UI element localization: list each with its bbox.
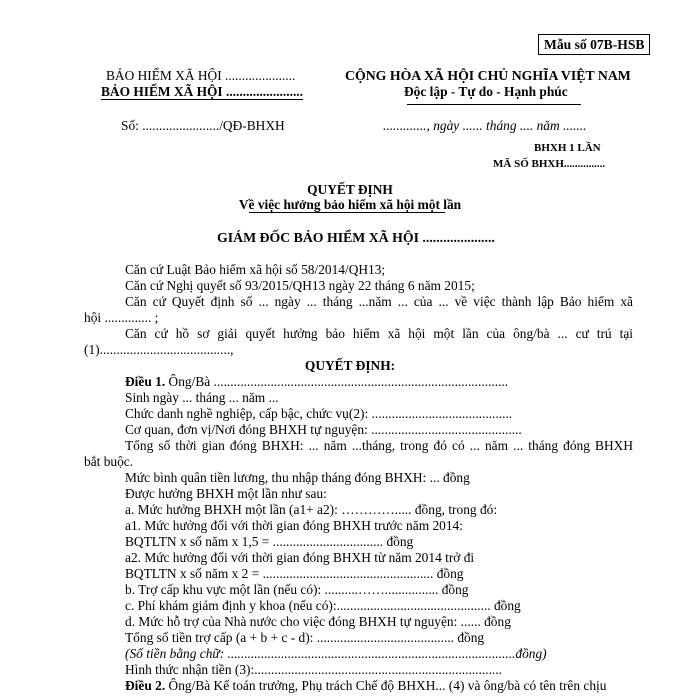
basis-line: Căn cứ Nghị quyết số 93/2015/QH13 ngày 22 tháng 6 năm 2015; — [125, 278, 475, 293]
basis-line: Căn cứ hồ sơ giải quyết hưởng bảo hiểm xã hội một lần của ông/bà ... cư trú tại — [125, 326, 633, 341]
basis-line: hội .............. ; — [84, 310, 159, 325]
article-1-line: Hình thức nhận tiền (3):.......................................................................... — [125, 662, 502, 677]
article-1-line: Sinh ngày ... tháng ... năm ... — [125, 390, 279, 405]
bhxh-code-label: MÃ SỐ BHXH............... — [493, 158, 606, 170]
article-1-line: Được hưởng BHXH một lần như sau: — [125, 486, 327, 501]
article-1-line: Tổng số thời gian đóng BHXH: ... năm ...tháng, trong đó có ... năm ... tháng đóng BHXH — [125, 438, 633, 453]
form-code-box — [538, 34, 650, 55]
issuing-authority: GIÁM ĐỐC BẢO HIỂM XÃ HỘI ..................... — [217, 230, 495, 245]
article-1-line: a. Mức hưởng BHXH một lần (a1+ a2): …………..... đồng, trong đó: — [125, 502, 498, 517]
article-1-line: b. Trợ cấp khu vực một lần (nếu có): ..........……................ đồng — [125, 582, 469, 597]
amount-in-words-value: ......................................................................................đồng) — [224, 646, 547, 661]
article-1-heading — [125, 374, 508, 390]
article-1-line: Mức bình quân tiền lương, thu nhập tháng đóng BHXH: ... đồng — [125, 470, 470, 485]
decision-title: QUYẾT ĐỊNH — [307, 182, 393, 197]
article-1-line: bắt buộc. — [84, 454, 134, 469]
basis-line: (1)......................................., — [84, 342, 234, 357]
basis-line: Căn cứ Quyết định số ... ngày ... tháng ...năm ... của ... về việc thành lập Bảo hiểm xã — [125, 294, 633, 309]
document-number: Số: ......................./QĐ-BHXH — [121, 118, 285, 133]
article-2-heading — [125, 678, 606, 694]
bhxh-label: BHXH 1 LẦN — [534, 142, 601, 154]
article-1-line: a1. Mức hưởng đối với thời gian đóng BHXH trước năm 2014: — [125, 518, 463, 533]
article-2-label: Điều 2. — [125, 678, 166, 693]
org-line-2: BẢO HIỂM XÃ HỘI ....................... — [101, 84, 303, 99]
article-1-line: c. Phí khám giám định y khoa (nếu có):.............................................. đồng — [125, 598, 521, 613]
amount-in-words — [125, 646, 547, 662]
article-1-line: d. Mức hỗ trợ của Nhà nước cho việc đóng BHXH tự nguyện: ...... đồng — [125, 614, 511, 629]
article-2-text: Ông/Bà Kế toán trưởng, Phụ trách Chế độ BHXH... (4) và ông/bà có tên trên chịu — [165, 678, 607, 693]
article-1-line: a2. Mức hưởng đối với thời gian đóng BHXH từ năm 2014 trở đi — [125, 550, 475, 565]
national-motto: Độc lập - Tự do - Hạnh phúc — [404, 84, 568, 99]
decision-subtitle: Về việc hưởng bảo hiểm xã hội một lần — [238, 197, 462, 212]
article-1-line: Chức danh nghề nghiệp, cấp bậc, chức vụ(2): .......................................... — [125, 406, 513, 421]
date-line: ............., ngày ...... tháng .... năm ....... — [383, 118, 587, 133]
form-code: Mẫu số 07B-HSB — [544, 37, 645, 52]
amount-in-words-label: (Số tiền bằng chữ: — [125, 646, 225, 661]
article-1-label: Điều 1. — [125, 374, 166, 389]
article-1-line: Cơ quan, đơn vị/Nơi đóng BHXH tự nguyện: ............................................. — [125, 422, 522, 437]
article-1-text: Ông/Bà ........................................................................................ — [165, 374, 509, 389]
article-1-line: BQTLTN x số năm x 1,5 = ................................. đồng — [125, 534, 414, 549]
motto-underline — [407, 104, 581, 105]
country-name: CỘNG HÒA XÃ HỘI CHỦ NGHĨA VIỆT NAM — [345, 68, 631, 83]
org-line-1: BẢO HIỂM XÃ HỘI ..................... — [106, 68, 296, 83]
decision-heading: QUYẾT ĐỊNH: — [304, 358, 396, 373]
subtitle-underline — [249, 212, 445, 213]
basis-line: Căn cứ Luật Bảo hiểm xã hội số 58/2014/QH13; — [125, 262, 386, 277]
article-1-line: BQTLTN x số năm x 2 = ................................................... đồng — [125, 566, 464, 581]
article-1-line: Tổng số tiền trợ cấp (a + b + c - d): ......................................... đồng — [125, 630, 485, 645]
